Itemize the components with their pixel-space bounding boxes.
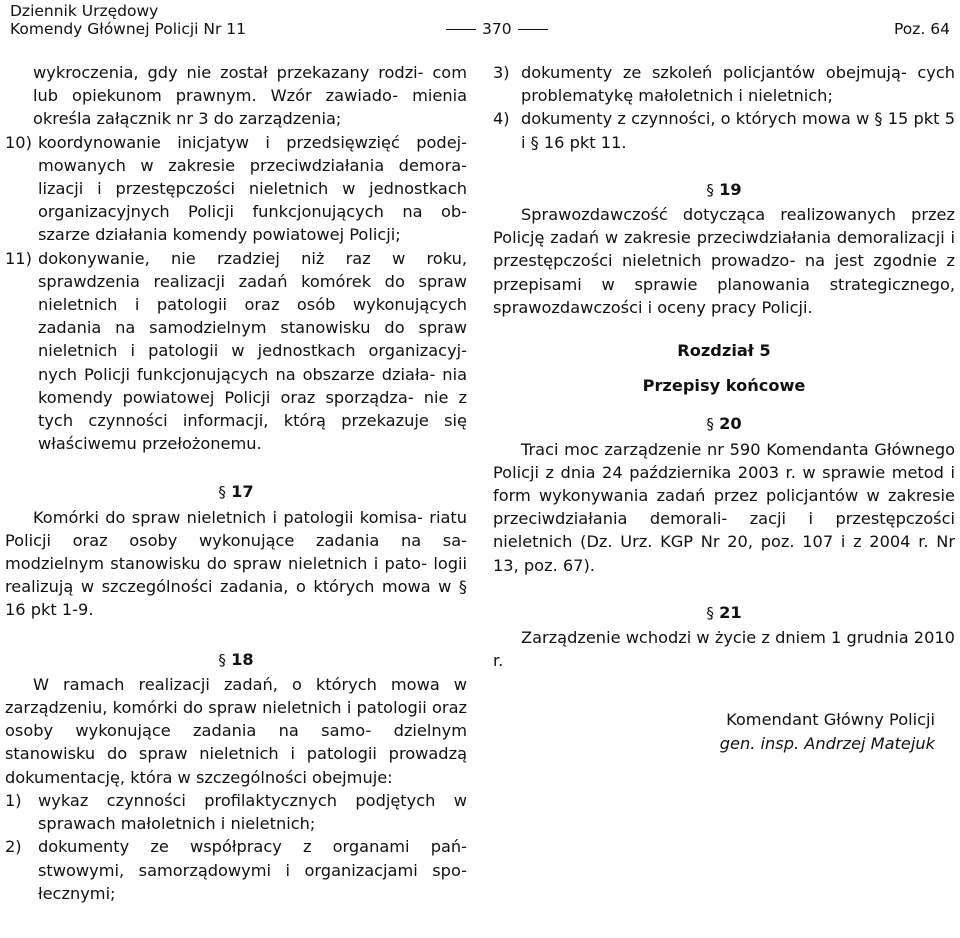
journal-title [10,2,246,38]
section-20-text: Traci moc zarządzenie nr 590 Komendanta Głównego Policji z dnia 24 października 2003 r. w sprawie metod i form wykonywania zadań przez policjantów w zakresie przeciwdziałania demorali- zacji i przestępczości nieletnich (Dz. Urz. KGP Nr 20, poz. 107 i z 2004 r. Nr 13, poz. 67). [493,439,955,575]
section-number: 17 [231,482,254,502]
item-number: 1) [5,790,22,810]
item-number: 4) [493,109,510,129]
duties-list [5,131,467,456]
right-column [493,61,955,755]
signature-title: Komendant Główny Policji [726,710,935,730]
list-item [5,131,467,247]
section-symbol: § [706,603,714,622]
item-number: 2) [5,837,22,857]
section-19-text: Sprawozdawczość dotycząca realizowanych przez Policję zadań w zakresie przeciwdziałania demoralizacji i przestępczości nieletnich prowadzo- na jest zgodnie z przepisami w sprawie planowania strategicznego, sprawozdawczości i oceny pracy Policji. [493,205,955,317]
position-number: Poz. 64 [894,20,950,38]
section-symbol: § [218,650,226,669]
section-17-text: Komórki do spraw nieletnich i patologii komisa- riatu Policji oraz osoby wykonujące zadania na sa- modzielnym stanowisku do spraw nieletnich i pato- logii realizują w szczególności zadania, o których mowa w § 16 pkt 1-9. [5,507,467,620]
item-text: dokumenty ze szkoleń policjantów obejmują- cych problematykę małoletnich i nieletnich; [521,63,955,106]
item-text: dokumenty ze współpracy z organami pań- stwowymi, samorządowymi i organizacjami spo- łecznymi; [38,837,467,903]
section-18-heading [5,648,467,672]
chapter-title: Rozdział 5 [677,341,771,361]
list-item [5,789,467,835]
documentation-list-continued [493,61,955,154]
item-text: dokonywanie, nie rzadziej niż raz w roku, sprawdzenia realizacji zadań komórek do spraw nieletnich i patologii oraz osób wykonujących zadania na samodzielnym stanowisku do spraw nieletnich i patologii w jednostkach organizacyj- nych Policji funkcjonujących na obszarze działa- nia komendy powiatowej Policji oraz sporządza- nie z tych czynności informacji, którą przekazuje się właściwemu przełożonemu. [38,248,467,454]
section-number: 18 [231,649,254,669]
page-number: 370 [482,20,512,38]
page-number-rule-left [446,29,476,30]
left-column [5,61,467,905]
page-number-block [446,20,548,38]
item-number: 11) [5,248,32,268]
section-21-text: Zarządzenie wchodzi w życie z dniem 1 grudnia 2010 r. [493,628,955,671]
item-text: wykaz czynności profilaktycznych podjętych w sprawach małoletnich i nieletnich; [38,790,467,834]
item-text: koordynowanie inicjatyw i przedsięwzięć podej- mowanych w zakresie przeciwdziałania demora- lizacji i przestępczości nieletnich w jednostkach organizacyjnych Policji funkcjonujących na ob- szarze działania komendy powiatowej Policji; [38,132,467,245]
section-number: 19 [719,179,742,199]
section-18-text: W ramach realizacji zadań, o których mowa w zarządzeniu, komórki do spraw nieletnich i patologii oraz osoby wykonujące zadania na samo- dzielnym stanowisku do spraw nieletnich i patologii prowadzą dokumentację, która w szczególności obejmuje: [5,674,467,787]
item-text: dokumenty z czynności, o których mowa w § 15 pkt 5 i § 16 pkt 11. [521,109,955,152]
chapter-subtitle: Przepisy końcowe [642,376,806,396]
section-number: 20 [719,414,742,434]
section-21-heading [493,601,955,625]
signature-name: gen. insp. Andrzej Matejuk [719,733,935,753]
section-number: 21 [719,602,742,622]
section-symbol: § [706,415,714,434]
signature-block [493,708,955,754]
page-header [10,2,954,42]
list-item [5,247,467,456]
journal-title-line2: Komendy Głównej Policji Nr 11 [10,20,247,38]
item-number: 3) [493,63,510,82]
documentation-list [5,789,467,905]
journal-title-line1: Dziennik Urzędowy [10,2,159,20]
page-number-rule-right [518,29,548,30]
list-item [493,61,955,107]
section-20-heading [493,412,955,436]
section-symbol: § [706,180,714,199]
continuation-text: wykroczenia, gdy nie został przekazany rodzi- com lub opiekunom prawnym. Wzór zawiado- mienia określa załącznik nr 3 do zarządzenia; [33,63,467,129]
section-19-heading [493,178,955,202]
list-item [5,835,467,905]
section-17-heading [5,480,467,504]
section-symbol: § [218,483,226,502]
item-number: 10) [5,132,32,152]
list-item [493,107,955,153]
